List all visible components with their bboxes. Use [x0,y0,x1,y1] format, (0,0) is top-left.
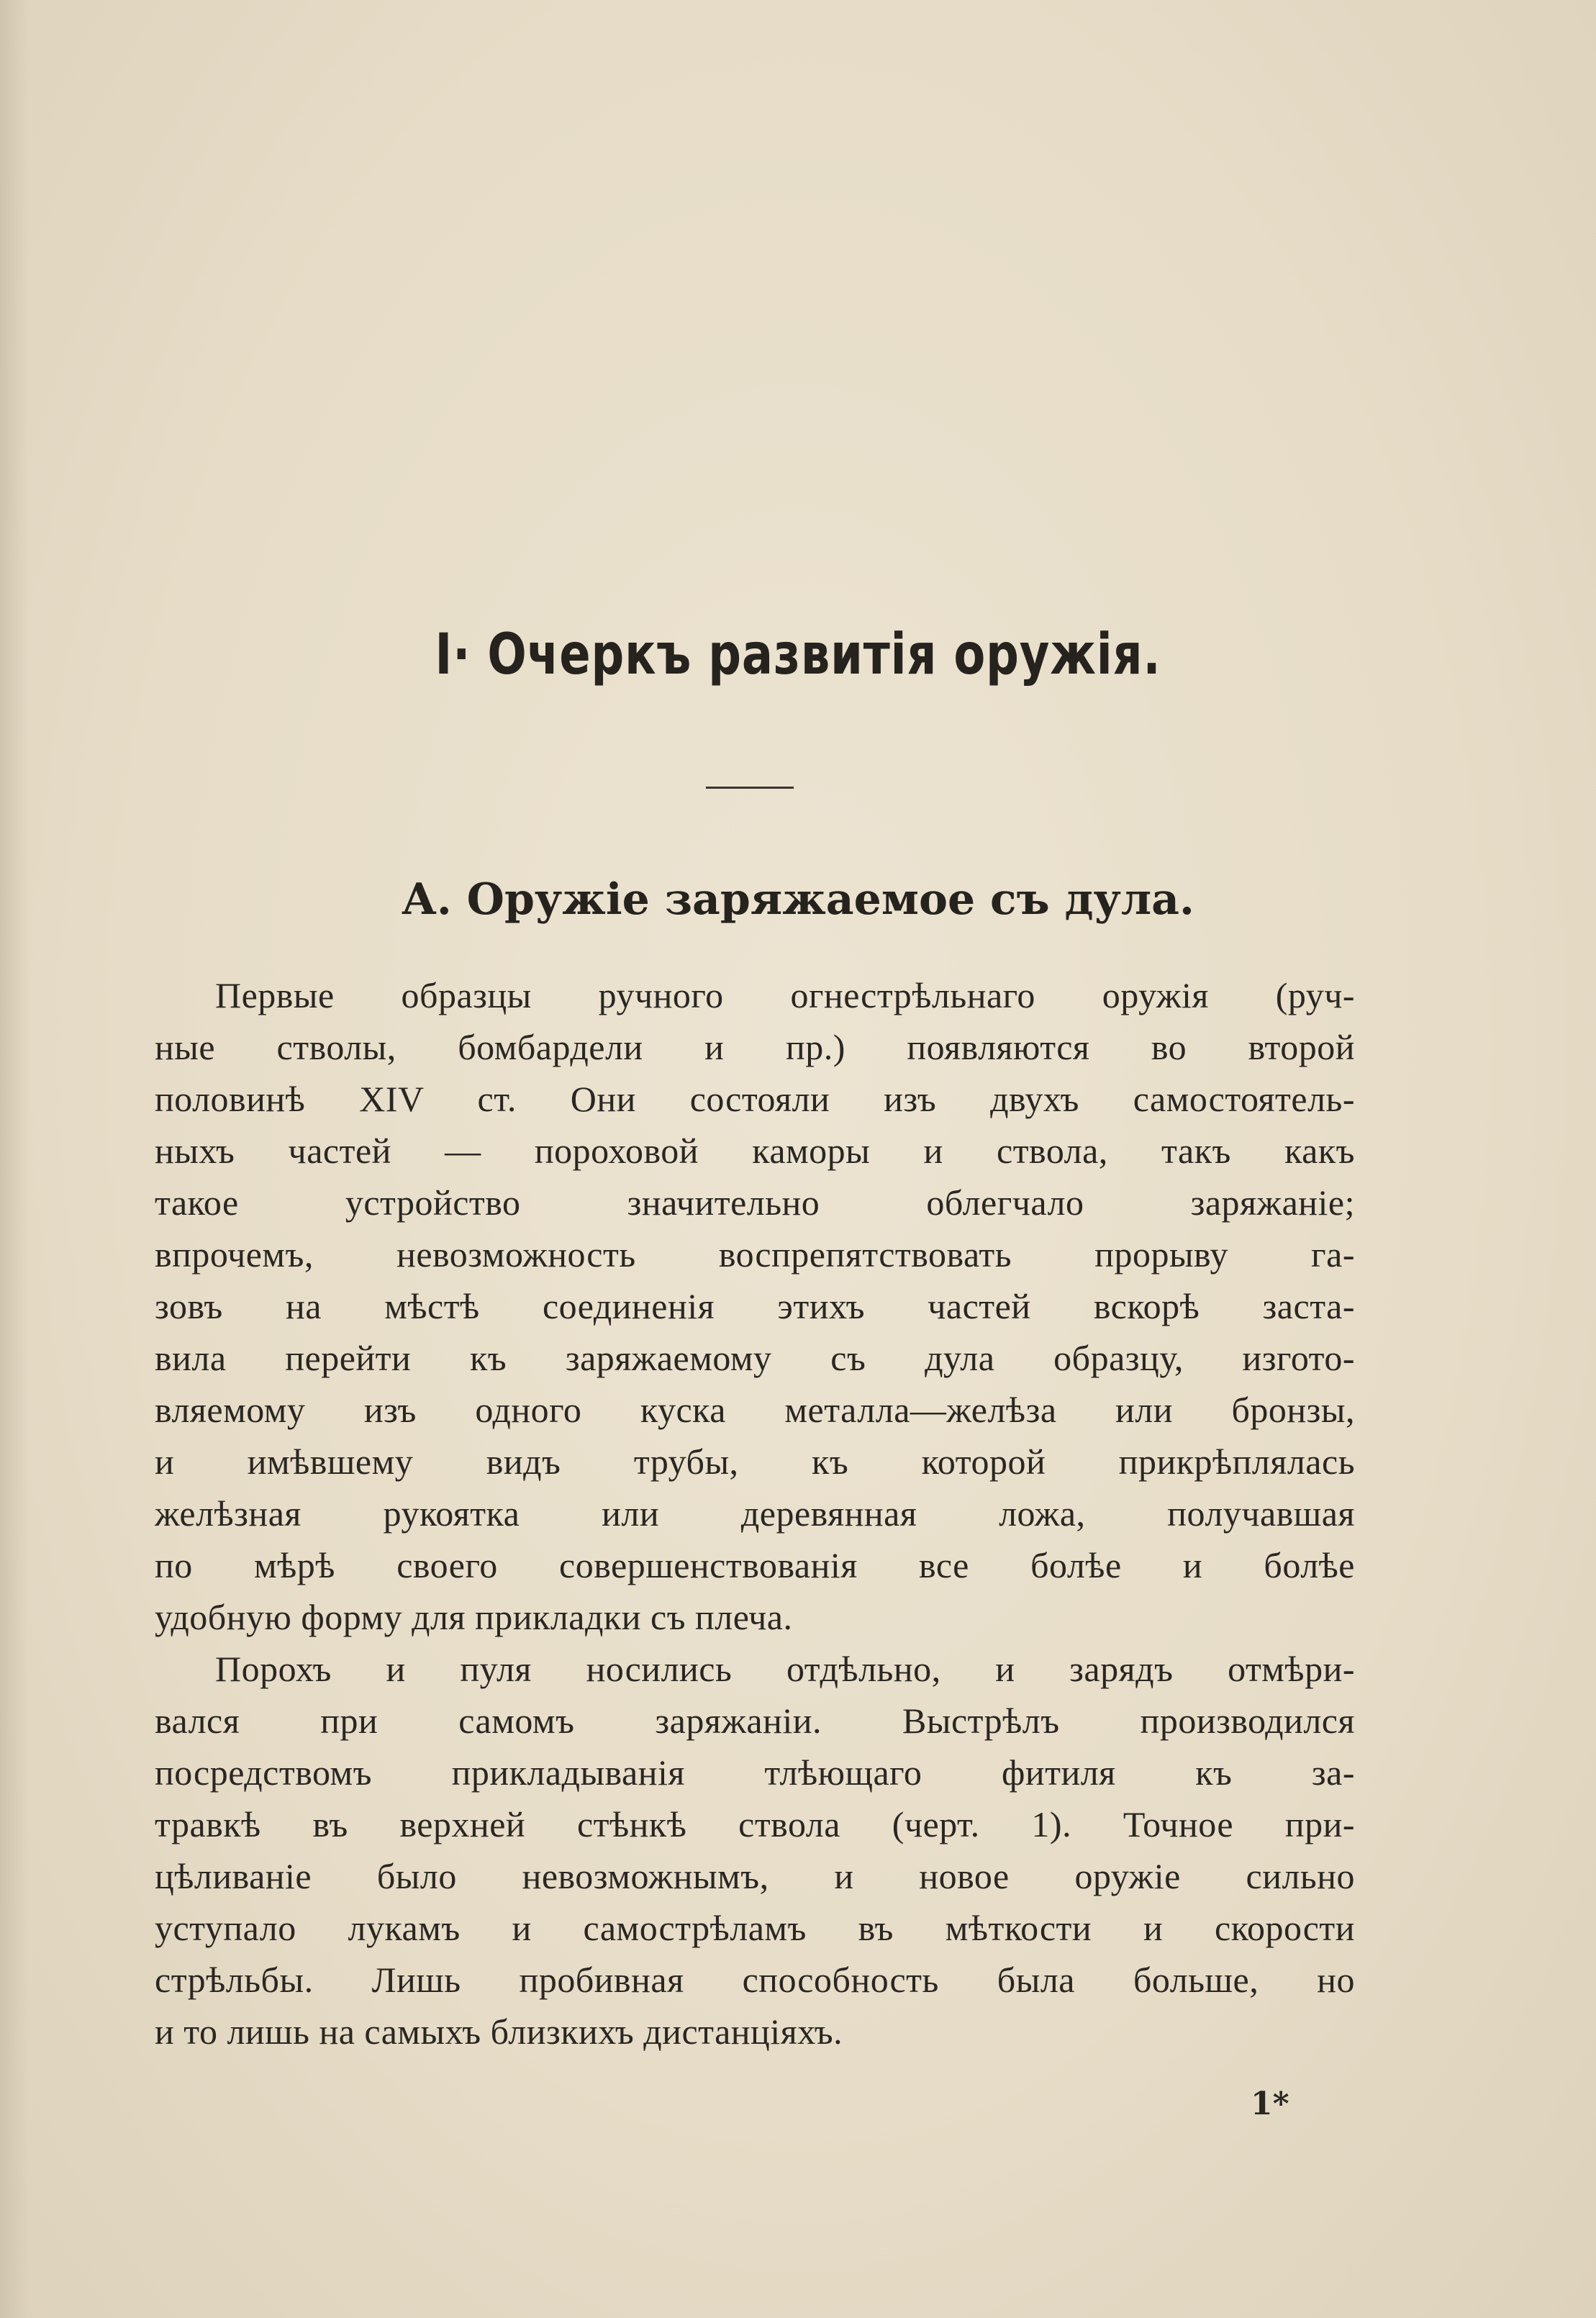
text-line: половинѣ XIV ст. Они состояли изъ двухъ самостоятель- [155,1079,1355,1119]
text-line: впрочемъ, невозможность воспрепятствовать прорыву га- [155,1234,1355,1275]
text-line: и имѣвшему видъ трубы, къ которой прикрѣплялась [155,1441,1355,1482]
page-number: 1* [1251,2086,1289,2122]
paragraph [155,1643,1355,2057]
text-line: посредствомъ прикладыванія тлѣющаго фитиля къ за- [155,1752,1355,1793]
text-line: по мѣрѣ своего совершенствованія все болѣе и болѣе [155,1545,1355,1585]
text-line: вила перейти къ заряжаемому съ дула образцу, изгото- [155,1338,1355,1378]
text-line: желѣзная рукоятка или деревянная ложа, получавшая [155,1493,1355,1534]
text-line: цѣливаніе было невозможнымъ, и новое оружіе сильно [155,1856,1355,1896]
text-line: и то лишь на самыхъ близкихъ дистанціяхъ. [155,2011,843,2052]
text-line: удобную форму для прикладки съ плеча. [155,1597,793,1637]
chapter-title: I· Очеркъ развитія оружія. [435,622,1161,687]
paragraph [155,969,1355,1643]
text-line: травкѣ въ верхней стѣнкѣ ствола (черт. 1). Точное при- [155,1804,1355,1844]
body-text [155,969,1355,2057]
title-divider [706,787,794,789]
text-line: уступало лукамъ и самострѣламъ въ мѣткости и скорости [155,1908,1355,1948]
text-line: стрѣльбы. Лишь пробивная способность была больше, но [155,1960,1355,2000]
text-line: ные стволы, бомбардели и пр.) появляются во второй [155,1027,1355,1067]
text-line: ныхъ частей — пороховой каморы и ствола, такъ какъ [155,1131,1355,1171]
section-title: А. Оружіе заряжаемое съ дула. [402,874,1194,925]
text-line: Порохъ и пуля носились отдѣльно, и зарядъ отмѣри- [215,1649,1355,1689]
text-line: вляемому изъ одного куска металла—желѣза или бронзы, [155,1390,1355,1430]
text-line: такое устройство значительно облегчало заряжаніе; [155,1182,1355,1223]
page-edge-shadow [0,0,29,2318]
text-line: зовъ на мѣстѣ соединенія этихъ частей вскорѣ заста- [155,1286,1355,1326]
text-line: Первые образцы ручного огнестрѣльнаго оружія (руч- [215,975,1355,1015]
text-line: вался при самомъ заряжаніи. Выстрѣлъ производился [155,1701,1355,1741]
